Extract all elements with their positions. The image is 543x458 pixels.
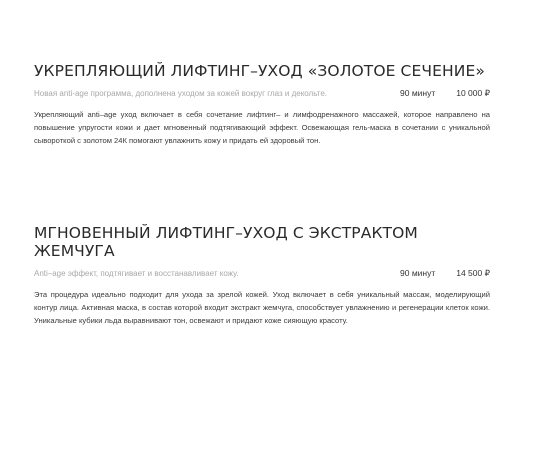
service-title: УКРЕПЛЯЮЩИЙ ЛИФТИНГ–УХОД «ЗОЛОТОЕ СЕЧЕНИЕ»: [34, 62, 485, 80]
service-duration: 90 минут: [400, 88, 436, 98]
service-subtitle: Новая anti-age программа, дополнена уходом за кожей вокруг глаз и декольте.: [34, 89, 328, 98]
service-price: 10 000 ₽: [456, 88, 490, 98]
service-title: МГНОВЕННЫЙ ЛИФТИНГ–УХОД С ЭКСТРАКТОМ ЖЕМЧУГА: [34, 224, 418, 260]
service-duration: 90 минут: [400, 268, 436, 278]
service-description: Эта процедура идеально подходит для ухода за зрелой кожей. Уход включает в себя уникальный массаж, моделирующий контур лица. Активная маска, в состав которой входит экстракт жемчуга, способствует увлажнению и регенерации клеток кожи. Уникальные кубики льда выравнивают тон, освежают и придают коже сияющую красоту.: [34, 290, 490, 325]
service-card-pearl-extract: [34, 224, 490, 327]
service-subtitle: Anti–age эффект, подтягивает и восстанавливает кожу.: [34, 269, 239, 278]
service-description: Укрепляющий anti–age уход включает в себя сочетание лифтинг– и лимфодренажного массажей, которое направлено на повышение упругости кожи и дает мгновенный подтягивающий эффект. Освежающая гель-маска в сочетании с уникальной сывороткой с золотом 24К помогают увлажнить кожу и придать ей здоровый тон.: [34, 110, 490, 145]
service-price: 14 500 ₽: [456, 268, 490, 278]
service-meta-row: [34, 268, 490, 282]
service-card-golden-ratio: [34, 62, 490, 147]
service-meta-row: [34, 88, 490, 102]
